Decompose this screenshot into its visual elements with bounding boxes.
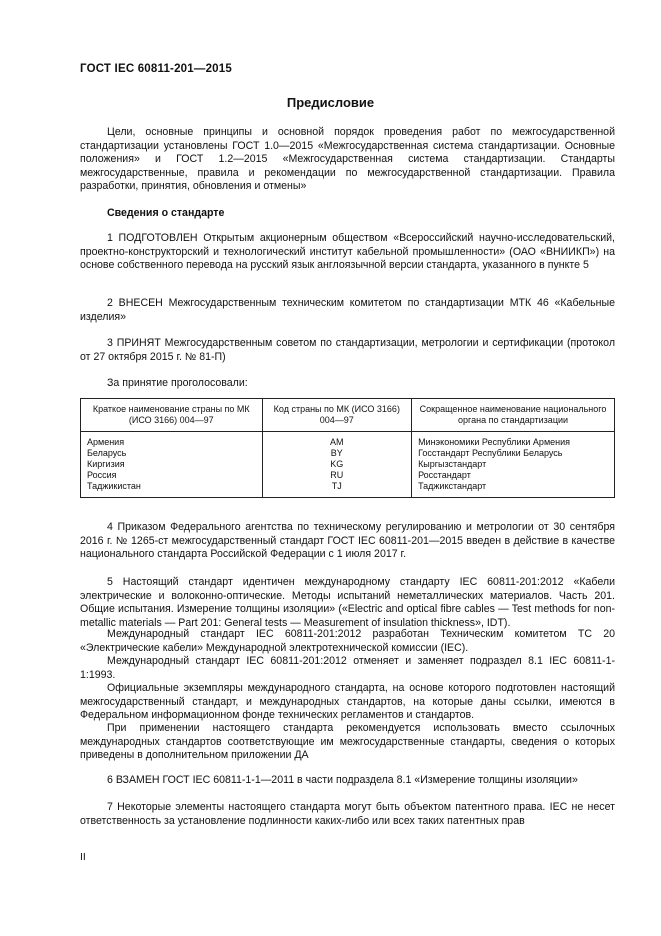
table-row [81,448,615,459]
votes-intro: За принятие проголосовали: [107,377,248,389]
section-heading: Сведения о стандарте [107,207,225,219]
paragraph-5d: Официальные экземпляры международного стандарта, на основе которого подготовлен настоящий межгосударственный стандарт, и международных стандартов, на которые даны ссылки, имеются в Федеральном информационном фонде технических регламентов и стандартов. [80,682,615,721]
table-header-row [81,399,615,432]
paragraph-2: 2 ВНЕСЕН Межгосударственным техническим комитетом по стандартизации МТК 46 «Кабельные изделия» [80,297,615,323]
table-row [81,470,615,481]
table-header-body: Сокращенное наименование национального органа по стандартизации [412,399,615,432]
paragraph-4: 4 Приказом Федерального агентства по техническому регулированию и метрологии от 30 сентября 2016 г. № 1265-ст межгосударственный стандарт ГОСТ IEC 60811-201—2015 введен в действие в качестве национального стандарта Российской Федерации с 1 июля 2017 г. [80,521,615,560]
country-cell: Россия [81,470,263,481]
paragraph-6: 6 ВЗАМЕН ГОСТ IEC 60811-1-1—2011 в части подраздела 8.1 «Измерение толщины изоляции» [107,774,578,786]
country-cell: Киргизия [81,459,263,470]
paragraph-1: 1 ПОДГОТОВЛЕН Открытым акционерным обществом «Всероссийский научно-исследовательский, проектно-конструкторский и технологический институт кабельной промышленности» (ОАО «ВНИИКП») на основе собственного перевода на русский язык англоязычной версии стандарта, указанного в пункте 5 [80,232,615,271]
voting-table [80,398,615,498]
paragraph-5c: Международный стандарт IEC 60811-201:2012 отменяет и заменяет подраздел 8.1 IEC 60811-1-1:1993. [80,655,615,681]
body-cell: Госстандарт Республики Беларусь [412,448,615,459]
body-cell: Росстандарт [412,470,615,481]
body-cell: Кыргызстандарт [412,459,615,470]
country-cell: Таджикистан [81,481,263,498]
paragraph-7: 7 Некоторые элементы настоящего стандарта могут быть объектом патентного права. IEC не несет ответственность за установление подлинности каких-либо или всех таких патентных прав [80,801,615,827]
table-header-code: Код страны по МК (ИСО 3166) 004—97 [262,399,412,432]
body-cell: Минэкономики Республики Армения [412,432,615,449]
page-title: Предисловие [286,95,375,110]
table-header-country: Краткое наименование страны по МК (ИСО 3166) 004—97 [81,399,263,432]
code-cell: BY [262,448,412,459]
page-number: II [80,851,86,863]
intro-paragraph: Цели, основные принципы и основной порядок проведения работ по межгосударственной стандартизации установлены ГОСТ 1.0—2015 «Межгосударственная система стандартизации. Основные положения» и ГОСТ 1.2—2015 «Межгосударственная система стандартизации. Стандарты межгосударственные, правила и рекомендации по межгосударственной стандартизации. Правила разработки, принятия, обновления и отмены» [80,126,615,192]
table-row [81,481,615,498]
table-row [81,459,615,470]
paragraph-5e: При применении настоящего стандарта рекомендуется использовать вместо ссылочных международных стандартов соответствующие им межгосударственные стандарты, сведения о которых приведены в дополнительном приложении ДА [80,722,615,761]
country-cell: Беларусь [81,448,263,459]
code-cell: TJ [262,481,412,498]
body-cell: Таджикстандарт [412,481,615,498]
country-cell: Армения [81,432,263,449]
paragraph-5b: Международный стандарт IEC 60811-201:2012 разработан Техническим комитетом ТС 20 «Электрические кабели» Международной электротехнической комиссии (IEC). [80,628,615,654]
document-id-header: ГОСТ IEC 60811-201—2015 [80,63,232,75]
code-cell: KG [262,459,412,470]
code-cell: AM [262,432,412,449]
code-cell: RU [262,470,412,481]
paragraph-3: 3 ПРИНЯТ Межгосударственным советом по стандартизации, метрологии и сертификации (протокол от 27 октября 2015 г. № 81-П) [80,337,615,363]
table-row [81,432,615,449]
paragraph-5: 5 Настоящий стандарт идентичен международному стандарту IEC 60811-201:2012 «Кабели электрические и волоконно-оптические. Методы испытаний неметаллических материалов. Часть 201. Общие испытания. Измерение толщины изоляции» («Electric and optical fibre cables — Test methods for non-metallic materials — Part 201: General tests — Measurement of insulation thickness», IDT). [80,576,615,629]
